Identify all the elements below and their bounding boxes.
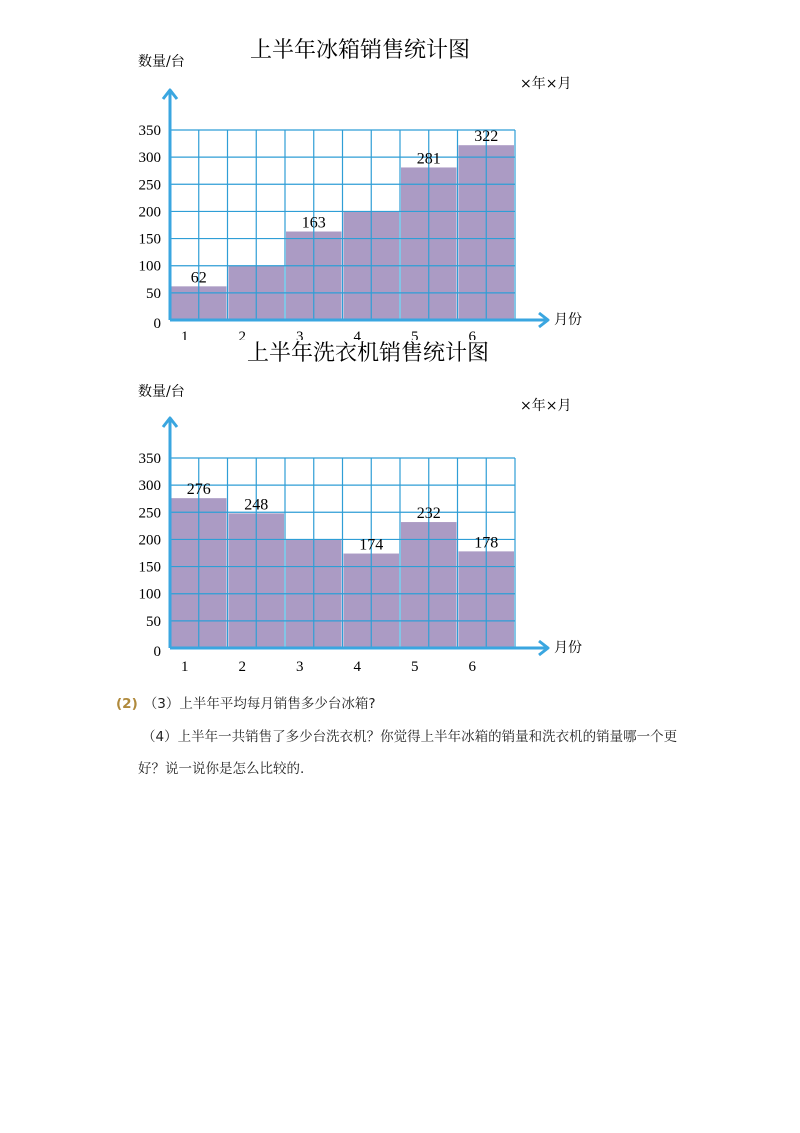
data-label-month-3: 163 xyxy=(301,214,326,232)
y-tick-label-0: 0 xyxy=(153,644,161,660)
x-tick-label-3: 3 xyxy=(296,329,304,340)
y-tick-label-300: 300 xyxy=(138,478,161,495)
y-axis-label: 数量/台 xyxy=(138,384,185,400)
x-axis-label: 月份 xyxy=(554,640,582,656)
x-tick-label-4: 4 xyxy=(353,329,361,340)
question-4-line-2: 好？说一说你是怎么比较的. xyxy=(138,761,305,777)
x-tick-label-5: 5 xyxy=(411,329,419,340)
y-tick-label-50: 50 xyxy=(146,285,161,302)
question-4-line-1: （4）上半年一共销售了多少台洗衣机？你觉得上半年冰箱的销量和洗衣机的销量哪一个更 xyxy=(142,729,678,745)
y-tick-label-250: 250 xyxy=(138,177,161,194)
x-tick-label-1: 1 xyxy=(181,659,189,675)
x-tick-label-6: 6 xyxy=(468,659,476,675)
x-tick-label-6: 6 xyxy=(468,329,476,340)
data-label-month-1: 276 xyxy=(186,481,211,499)
data-label-month-5: 232 xyxy=(416,505,441,523)
x-tick-label-1: 1 xyxy=(181,329,189,340)
y-tick-label-250: 250 xyxy=(138,505,161,522)
x-tick-label-3: 3 xyxy=(296,659,304,675)
y-tick-label-50: 50 xyxy=(146,613,161,630)
data-label-month-6: 322 xyxy=(474,128,499,146)
question-3 xyxy=(116,694,736,714)
refrigerator-sales-chart xyxy=(0,0,800,340)
data-label-month-4: 174 xyxy=(359,536,384,554)
y-tick-label-200: 200 xyxy=(138,204,161,221)
data-label-month-6: 178 xyxy=(474,534,499,552)
y-tick-label-0: 0 xyxy=(153,316,161,332)
y-tick-label-100: 100 xyxy=(138,586,161,603)
data-label-month-2: 248 xyxy=(244,496,269,514)
x-tick-label-2: 2 xyxy=(238,659,246,675)
y-tick-label-200: 200 xyxy=(138,532,161,549)
chart-title: 上半年冰箱销售统计图 xyxy=(249,38,471,63)
date-label: ×年×月 xyxy=(520,398,572,414)
x-tick-label-2: 2 xyxy=(238,329,246,340)
y-tick-label-350: 350 xyxy=(138,123,161,139)
y-axis-label: 数量/台 xyxy=(138,54,185,70)
chart-title: 上半年洗衣机销售统计图 xyxy=(246,341,490,366)
y-tick-label-300: 300 xyxy=(138,150,161,167)
data-label-month-5: 281 xyxy=(416,150,441,168)
questions-block xyxy=(116,694,736,779)
date-label: ×年×月 xyxy=(520,76,572,92)
question-group-number: (2) xyxy=(116,696,138,712)
y-tick-label-350: 350 xyxy=(138,451,161,467)
x-tick-label-4: 4 xyxy=(353,659,361,675)
washing-machine-sales-chart xyxy=(0,340,800,680)
y-tick-label-150: 150 xyxy=(138,231,161,248)
x-tick-label-5: 5 xyxy=(411,659,419,675)
data-label-month-1: 62 xyxy=(190,269,207,287)
question-3-text: （3）上半年平均每月销售多少台冰箱? xyxy=(143,696,376,712)
y-tick-label-100: 100 xyxy=(138,258,161,275)
x-axis-label: 月份 xyxy=(554,312,582,328)
y-tick-label-150: 150 xyxy=(138,559,161,576)
